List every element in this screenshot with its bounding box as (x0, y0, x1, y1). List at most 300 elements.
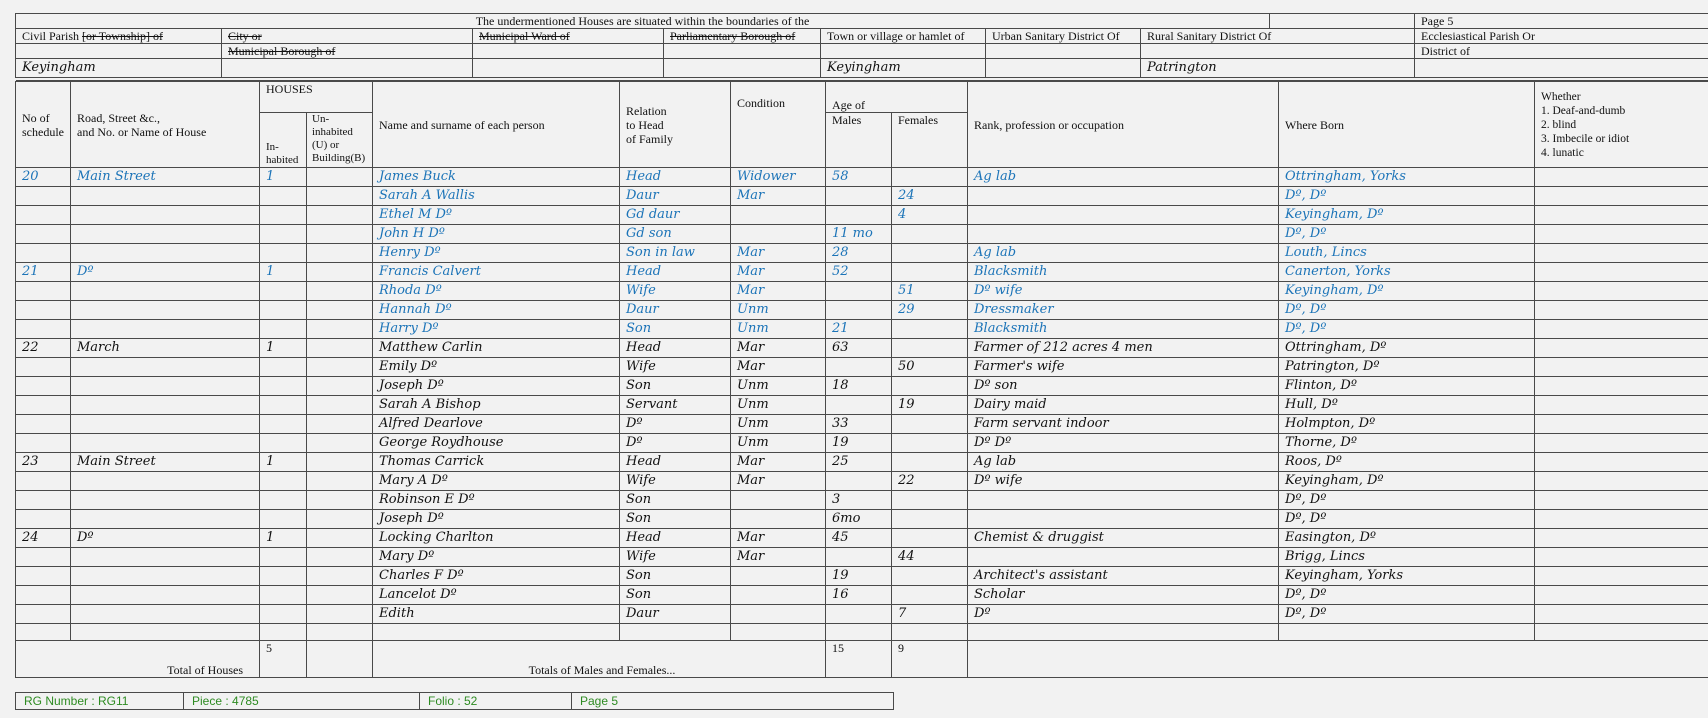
road-name (71, 434, 260, 453)
occupation: Blacksmith (968, 320, 1279, 339)
col-houses-header: HOUSES (260, 82, 373, 113)
male-age: 28 (826, 244, 892, 263)
table-row (16, 301, 1708, 320)
uninhabited-count (307, 491, 373, 510)
relation: Gd son (620, 225, 731, 244)
relation: Daur (620, 187, 731, 206)
town-label: Town or village or hamlet of (821, 29, 986, 44)
road-name (71, 320, 260, 339)
inhabited-count: 1 (260, 529, 307, 548)
person-name: Mary A Dº (373, 472, 620, 491)
inhabited-count (260, 567, 307, 586)
occupation: Dairy maid (968, 396, 1279, 415)
town-value: Keyingham (821, 59, 986, 78)
person-name: Henry Dº (373, 244, 620, 263)
infirmity (1535, 187, 1708, 206)
uninhabited-count (307, 377, 373, 396)
occupation: Ag lab (968, 453, 1279, 472)
person-name: Hannah Dº (373, 301, 620, 320)
female-age (892, 510, 968, 529)
infirmity (1535, 168, 1708, 187)
table-row (16, 548, 1708, 567)
road-name (71, 472, 260, 491)
infirmity (1535, 396, 1708, 415)
piece-number: Piece : 4785 (184, 693, 420, 710)
relation: Daur (620, 605, 731, 624)
schedule-number (16, 282, 71, 301)
relation: Head (620, 263, 731, 282)
table-row (16, 453, 1708, 472)
schedule-number (16, 434, 71, 453)
uninhabited-count (307, 358, 373, 377)
male-age: 58 (826, 168, 892, 187)
male-age: 16 (826, 586, 892, 605)
schedule-number (16, 396, 71, 415)
female-age: 4 (892, 206, 968, 225)
reference-footer (15, 692, 894, 710)
female-age (892, 168, 968, 187)
table-row (16, 244, 1708, 263)
parliamentary-borough-label: Parliamentary Borough of (664, 29, 821, 44)
person-name: Sarah A Bishop (373, 396, 620, 415)
birthplace: Roos, Dº (1279, 453, 1535, 472)
relation: Daur (620, 301, 731, 320)
col-name-header: Name and surname of each person (373, 82, 620, 168)
table-row (16, 472, 1708, 491)
male-age: 25 (826, 453, 892, 472)
road-name (71, 358, 260, 377)
infirmity (1535, 586, 1708, 605)
occupation (968, 225, 1279, 244)
infirmity (1535, 206, 1708, 225)
relation: Wife (620, 282, 731, 301)
total-houses-value: 5 (260, 641, 307, 678)
male-age (826, 358, 892, 377)
condition (731, 586, 826, 605)
birthplace: Thorne, Dº (1279, 434, 1535, 453)
inhabited-count (260, 548, 307, 567)
female-age: 29 (892, 301, 968, 320)
infirmity (1535, 548, 1708, 567)
male-age (826, 206, 892, 225)
condition: Mar (731, 472, 826, 491)
urban-district-label: Urban Sanitary District Of (986, 29, 1141, 44)
table-row (16, 206, 1708, 225)
occupation: Blacksmith (968, 263, 1279, 282)
female-age (892, 491, 968, 510)
ecclesiastical-district-label: District of (1415, 44, 1708, 59)
road-name (71, 206, 260, 225)
relation: Head (620, 453, 731, 472)
col-inhabited-header: In- habited (260, 113, 307, 168)
col-condition-header: Condition (731, 82, 826, 168)
uninhabited-count (307, 434, 373, 453)
relation: Wife (620, 472, 731, 491)
inhabited-count (260, 282, 307, 301)
inhabited-count (260, 605, 307, 624)
birthplace: Dº, Dº (1279, 510, 1535, 529)
occupation: Scholar (968, 586, 1279, 605)
birthplace: Keyingham, Dº (1279, 282, 1535, 301)
condition: Mar (731, 339, 826, 358)
road-name (71, 510, 260, 529)
condition (731, 510, 826, 529)
person-name: Thomas Carrick (373, 453, 620, 472)
total-females-value: 9 (892, 641, 968, 678)
female-age: 44 (892, 548, 968, 567)
schedule-number (16, 586, 71, 605)
relation: Son (620, 491, 731, 510)
male-age: 21 (826, 320, 892, 339)
schedule-number (16, 377, 71, 396)
occupation: Farm servant indoor (968, 415, 1279, 434)
male-age (826, 472, 892, 491)
female-age: 19 (892, 396, 968, 415)
male-age: 19 (826, 567, 892, 586)
occupation (968, 491, 1279, 510)
inhabited-count: 1 (260, 263, 307, 282)
table-row (16, 339, 1708, 358)
total-houses-label: Total of Houses (16, 641, 260, 678)
birthplace: Dº, Dº (1279, 225, 1535, 244)
infirmity (1535, 510, 1708, 529)
infirmity (1535, 244, 1708, 263)
birthplace: Dº, Dº (1279, 187, 1535, 206)
condition (731, 206, 826, 225)
birthplace: Dº, Dº (1279, 301, 1535, 320)
road-name (71, 301, 260, 320)
person-name: Lancelot Dº (373, 586, 620, 605)
rural-district-label: Rural Sanitary District Of (1141, 29, 1415, 44)
person-name: Joseph Dº (373, 510, 620, 529)
male-age (826, 396, 892, 415)
female-age (892, 320, 968, 339)
uninhabited-count (307, 567, 373, 586)
page-number: Page 5 (572, 693, 894, 710)
birthplace: Patrington, Dº (1279, 358, 1535, 377)
road-name: Dº (71, 263, 260, 282)
inhabited-count (260, 187, 307, 206)
uninhabited-count (307, 472, 373, 491)
uninhabited-count (307, 282, 373, 301)
infirmity (1535, 415, 1708, 434)
road-name (71, 605, 260, 624)
inhabited-count (260, 358, 307, 377)
road-name: March (71, 339, 260, 358)
male-age: 18 (826, 377, 892, 396)
schedule-number: 24 (16, 529, 71, 548)
person-name: Robinson E Dº (373, 491, 620, 510)
occupation: Dº (968, 605, 1279, 624)
occupation: Ag lab (968, 168, 1279, 187)
road-name (71, 282, 260, 301)
inhabited-count (260, 301, 307, 320)
road-name (71, 548, 260, 567)
person-name: Edith (373, 605, 620, 624)
person-name: Locking Charlton (373, 529, 620, 548)
birthplace: Ottringham, Dº (1279, 339, 1535, 358)
birthplace: Louth, Lincs (1279, 244, 1535, 263)
infirmity (1535, 301, 1708, 320)
table-row (16, 187, 1708, 206)
occupation: Architect's assistant (968, 567, 1279, 586)
occupation: Dº wife (968, 282, 1279, 301)
relation: Head (620, 339, 731, 358)
uninhabited-count (307, 415, 373, 434)
schedule-number (16, 567, 71, 586)
male-age (826, 301, 892, 320)
uninhabited-count (307, 206, 373, 225)
condition: Mar (731, 358, 826, 377)
table-row (16, 358, 1708, 377)
infirmity (1535, 320, 1708, 339)
municipal-ward-label: Municipal Ward of (473, 29, 664, 44)
schedule-number (16, 358, 71, 377)
road-name (71, 396, 260, 415)
female-age (892, 339, 968, 358)
person-name: Alfred Dearlove (373, 415, 620, 434)
col-relation-header: Relation to Head of Family (620, 82, 731, 168)
table-row (16, 225, 1708, 244)
condition: Unm (731, 377, 826, 396)
col-occupation-header: Rank, profession or occupation (968, 82, 1279, 168)
table-row (16, 168, 1708, 187)
relation: Son (620, 586, 731, 605)
person-name: Matthew Carlin (373, 339, 620, 358)
male-age: 33 (826, 415, 892, 434)
person-name: George Roydhouse (373, 434, 620, 453)
schedule-number (16, 548, 71, 567)
birthplace: Keyingham, Dº (1279, 206, 1535, 225)
female-age (892, 453, 968, 472)
relation: Wife (620, 358, 731, 377)
occupation: Chemist & druggist (968, 529, 1279, 548)
female-age: 24 (892, 187, 968, 206)
road-name (71, 244, 260, 263)
table-row (16, 567, 1708, 586)
infirmity (1535, 434, 1708, 453)
col-age-header: Age of (826, 82, 968, 113)
person-rows (16, 168, 1708, 624)
male-age: 52 (826, 263, 892, 282)
condition: Unm (731, 320, 826, 339)
condition: Mar (731, 529, 826, 548)
schedule-number (16, 415, 71, 434)
road-name (71, 491, 260, 510)
boundaries-text: The undermentioned Houses are situated within the boundaries of the (16, 14, 1270, 29)
condition: Widower (731, 168, 826, 187)
occupation: Ag lab (968, 244, 1279, 263)
condition (731, 225, 826, 244)
uninhabited-count (307, 339, 373, 358)
schedule-number (16, 605, 71, 624)
relation: Son (620, 567, 731, 586)
female-age (892, 244, 968, 263)
person-name: Joseph Dº (373, 377, 620, 396)
table-row (16, 510, 1708, 529)
male-age: 6mo (826, 510, 892, 529)
person-name: Emily Dº (373, 358, 620, 377)
occupation: Dº son (968, 377, 1279, 396)
person-name: Harry Dº (373, 320, 620, 339)
uninhabited-count (307, 529, 373, 548)
inhabited-count (260, 320, 307, 339)
condition: Mar (731, 453, 826, 472)
road-name (71, 377, 260, 396)
birthplace: Hull, Dº (1279, 396, 1535, 415)
schedule-number (16, 187, 71, 206)
male-age: 3 (826, 491, 892, 510)
occupation (968, 510, 1279, 529)
col-schedule-header: No of schedule (16, 82, 71, 168)
relation: Head (620, 168, 731, 187)
occupation: Dº wife (968, 472, 1279, 491)
female-age (892, 415, 968, 434)
female-age (892, 263, 968, 282)
birthplace: Keyingham, Dº (1279, 472, 1535, 491)
infirmity (1535, 358, 1708, 377)
boundaries-header (15, 13, 1708, 81)
occupation: Dressmaker (968, 301, 1279, 320)
schedule-number (16, 472, 71, 491)
person-name: Mary Dº (373, 548, 620, 567)
table-row (16, 320, 1708, 339)
person-name: Francis Calvert (373, 263, 620, 282)
relation: Son (620, 320, 731, 339)
condition (731, 605, 826, 624)
infirmity (1535, 377, 1708, 396)
uninhabited-count (307, 225, 373, 244)
condition: Mar (731, 187, 826, 206)
occupation: Farmer's wife (968, 358, 1279, 377)
ecclesiastical-parish-label: Ecclesiastical Parish Or (1415, 29, 1708, 44)
infirmity (1535, 282, 1708, 301)
col-females-header: Females (892, 113, 968, 168)
male-age: 45 (826, 529, 892, 548)
inhabited-count (260, 377, 307, 396)
infirmity (1535, 605, 1708, 624)
municipal-borough-label: Municipal Borough of (222, 44, 473, 59)
road-name (71, 187, 260, 206)
uninhabited-count (307, 168, 373, 187)
condition: Unm (731, 396, 826, 415)
inhabited-count: 1 (260, 339, 307, 358)
female-age: 22 (892, 472, 968, 491)
female-age (892, 377, 968, 396)
schedule-number: 23 (16, 453, 71, 472)
relation: Gd daur (620, 206, 731, 225)
male-age: 63 (826, 339, 892, 358)
female-age: 7 (892, 605, 968, 624)
relation: Servant (620, 396, 731, 415)
uninhabited-count (307, 263, 373, 282)
inhabited-count (260, 472, 307, 491)
condition (731, 567, 826, 586)
table-row (16, 396, 1708, 415)
infirmity (1535, 529, 1708, 548)
inhabited-count (260, 244, 307, 263)
birthplace: Ottringham, Yorks (1279, 168, 1535, 187)
person-name: Charles F Dº (373, 567, 620, 586)
condition: Mar (731, 244, 826, 263)
male-age (826, 605, 892, 624)
total-persons-label: Totals of Males and Females... (373, 641, 826, 678)
birthplace: Dº, Dº (1279, 605, 1535, 624)
col-uninhabited-header: Un- inhabited (U) or Building(B) (307, 113, 373, 168)
col-males-header: Males (826, 113, 892, 168)
schedule-number: 21 (16, 263, 71, 282)
relation: Son in law (620, 244, 731, 263)
inhabited-count (260, 434, 307, 453)
table-row (16, 415, 1708, 434)
relation: Dº (620, 434, 731, 453)
schedule-number: 20 (16, 168, 71, 187)
table-row (16, 263, 1708, 282)
col-born-header: Where Born (1279, 82, 1535, 168)
col-whether-header: Whether 1. Deaf-and-dumb 2. blind 3. Imbecile or idiot 4. lunatic (1535, 82, 1708, 168)
male-age (826, 187, 892, 206)
schedule-number (16, 244, 71, 263)
occupation (968, 206, 1279, 225)
schedule-number (16, 491, 71, 510)
birthplace: Holmpton, Dº (1279, 415, 1535, 434)
person-name: John H Dº (373, 225, 620, 244)
relation: Dº (620, 415, 731, 434)
table-row (16, 491, 1708, 510)
total-males-value: 15 (826, 641, 892, 678)
relation: Son (620, 510, 731, 529)
header-blank (1270, 14, 1415, 29)
census-sheet (15, 13, 1708, 678)
inhabited-count (260, 396, 307, 415)
inhabited-count (260, 415, 307, 434)
relation: Son (620, 377, 731, 396)
occupation (968, 187, 1279, 206)
rural-district-value: Patrington (1141, 59, 1415, 78)
occupation: Dº Dº (968, 434, 1279, 453)
condition (731, 491, 826, 510)
occupation (968, 548, 1279, 567)
female-age (892, 567, 968, 586)
road-name: Main Street (71, 453, 260, 472)
birthplace: Canerton, Yorks (1279, 263, 1535, 282)
road-name (71, 415, 260, 434)
schedule-number: 22 (16, 339, 71, 358)
inhabited-count: 1 (260, 168, 307, 187)
condition: Mar (731, 548, 826, 567)
birthplace: Easington, Dº (1279, 529, 1535, 548)
schedule-number (16, 510, 71, 529)
rg-number: RG Number : RG11 (16, 693, 184, 710)
inhabited-count (260, 586, 307, 605)
road-name (71, 586, 260, 605)
city-label: City or (222, 29, 473, 44)
birthplace: Brigg, Lincs (1279, 548, 1535, 567)
condition: Mar (731, 263, 826, 282)
table-row (16, 377, 1708, 396)
inhabited-count (260, 225, 307, 244)
road-name: Dº (71, 529, 260, 548)
relation: Head (620, 529, 731, 548)
schedule-number (16, 301, 71, 320)
uninhabited-count (307, 510, 373, 529)
birthplace: Dº, Dº (1279, 586, 1535, 605)
road-name (71, 567, 260, 586)
female-age (892, 586, 968, 605)
uninhabited-count (307, 301, 373, 320)
male-age: 19 (826, 434, 892, 453)
table-row (16, 282, 1708, 301)
